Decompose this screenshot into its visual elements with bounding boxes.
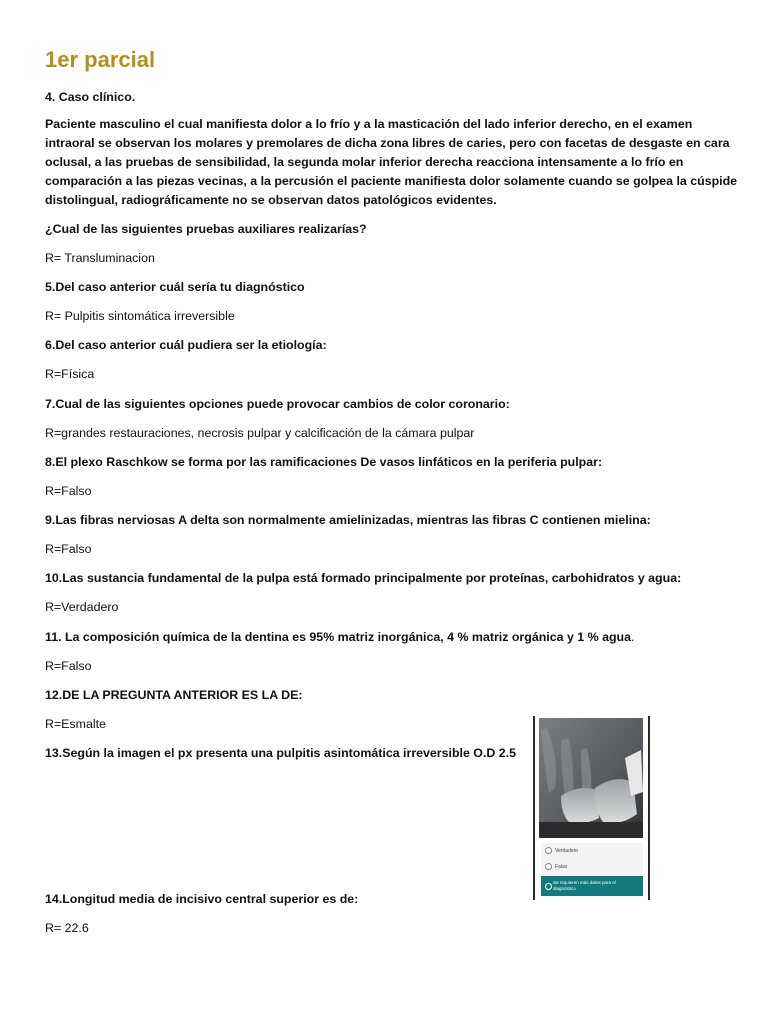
- option-label: Verdadero: [555, 848, 579, 854]
- radiograph-drawing: [539, 718, 643, 838]
- q12-question: 12.DE LA PREGUNTA ANTERIOR ES LA DE:: [45, 688, 303, 702]
- option-label: Se requieren más datos para el diagnóstico: [553, 880, 616, 891]
- q12-answer: R=Esmalte: [45, 717, 106, 731]
- case-line: intraoral se observan los molares y premolares de dicha zona libres de caries, pero con facetas de desgaste en cara: [45, 136, 730, 150]
- q11-question: [45, 628, 634, 647]
- case-line: oclusal, a las pruebas de sensibilidad, la segunda molar inferior derecha reacciona intensamente a lo frío en: [45, 155, 684, 169]
- option-selected[interactable]: [541, 876, 643, 896]
- q11-answer: R=Falso: [45, 659, 92, 673]
- radio-icon[interactable]: [545, 863, 552, 870]
- q10-question: 10.Las sustancia fundamental de la pulpa está formado principalmente por proteínas, carbohidratos y agua:: [45, 571, 682, 585]
- option-verdadero[interactable]: [541, 843, 643, 859]
- q14-answer: R= 22.6: [45, 921, 89, 935]
- q5-answer: R= Pulpitis sintomática irreversible: [45, 309, 235, 323]
- q13-question: 13.Según la imagen el px presenta una pulpitis asintomática irreversible O.D 2.5: [45, 746, 517, 760]
- figure-border-left: [533, 716, 535, 900]
- q9-answer: R=Falso: [45, 542, 92, 556]
- q9-question: 9.Las fibras nerviosas A delta son normalmente amielinizadas, mientras las fibras C contienen mielina:: [45, 513, 651, 527]
- case-line: Paciente masculino el cual manifiesta dolor a lo frío y a la masticación del lado inferior derecho, en el examen: [45, 117, 693, 131]
- option-label: Falso: [555, 864, 568, 870]
- figure-border-right: [648, 716, 650, 900]
- q11-question-text: 11. La composición química de la dentina es 95% matriz inorgánica, 4 % matriz orgánica y 1 % agua: [45, 630, 631, 644]
- q7-answer: R=grandes restauraciones, necrosis pulpar y calcificación de la cámara pulpar: [45, 426, 475, 440]
- quiz-screenshot-figure: [533, 716, 650, 900]
- q7-question: 7.Cual de las siguientes opciones puede provocar cambios de color coronario:: [45, 397, 510, 411]
- q6-answer: R=Física: [45, 367, 95, 381]
- dental-radiograph-image: [539, 718, 643, 838]
- q11-period: .: [631, 630, 635, 644]
- q4-question: ¿Cual de las siguientes pruebas auxiliares realizarías?: [45, 222, 367, 236]
- q4-label: 4. Caso clínico.: [45, 90, 136, 104]
- page-title: 1er parcial: [45, 47, 156, 72]
- q5-question: 5.Del caso anterior cuál sería tu diagnóstico: [45, 280, 305, 294]
- option-falso[interactable]: [541, 859, 643, 875]
- q6-question: 6.Del caso anterior cuál pudiera ser la etiología:: [45, 338, 327, 352]
- q10-answer: R=Verdadero: [45, 600, 119, 614]
- case-line: distolingual, radiográficamente no se observan datos patológicos evidentes.: [45, 193, 497, 207]
- q4-case-paragraph: [45, 115, 738, 210]
- radio-icon[interactable]: [545, 847, 552, 854]
- q14-question: 14.Longitud media de incisivo central superior es de:: [45, 892, 359, 906]
- q4-answer: R= Transluminacion: [45, 251, 155, 265]
- radio-icon[interactable]: [545, 883, 552, 890]
- case-line: comparación a las piezas vecinas, a la percusión el paciente manifiesta dolor solamente cuando se golpea la cúspide: [45, 174, 738, 188]
- q8-answer: R=Falso: [45, 484, 92, 498]
- q8-question: 8.El plexo Raschkow se forma por las ramificaciones De vasos linfáticos en la periferia pulpar:: [45, 455, 603, 469]
